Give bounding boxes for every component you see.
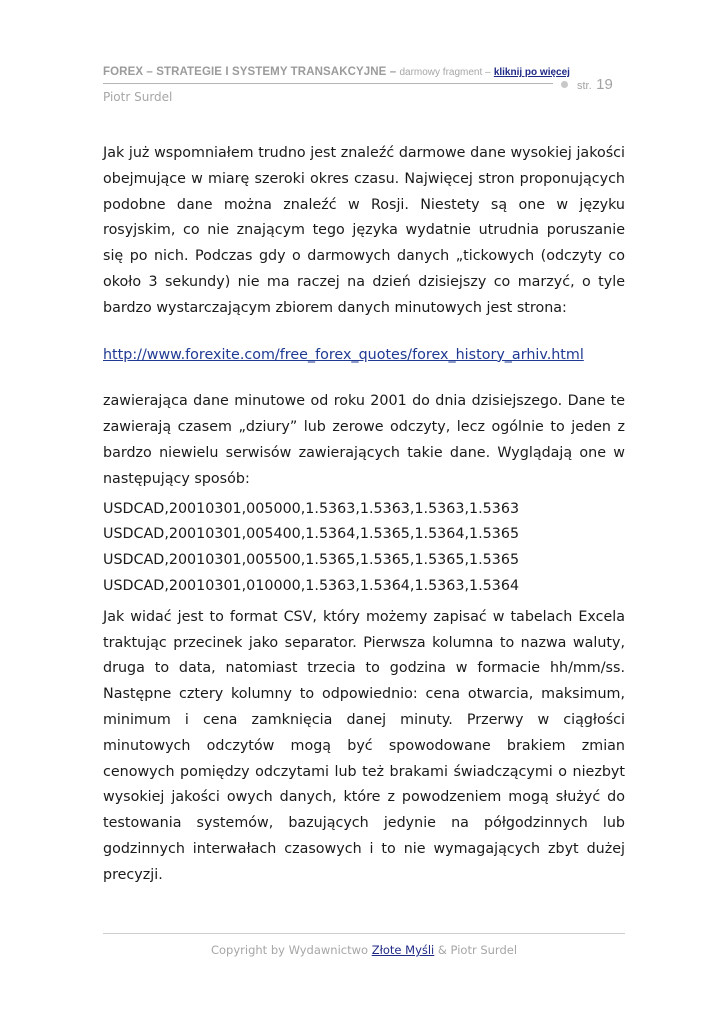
page-number-value: 19 xyxy=(596,76,613,93)
footer-divider xyxy=(103,933,625,934)
page-footer xyxy=(103,943,625,957)
paragraph-description: zawierająca dane minutowe od roku 2001 do dnia dzisiejszego. Dane te zawierają czasem „dziury” lub zerowe odczyty, lecz ogólnie to jeden z bardzo niewielu serwisów zawierających takie dane. Wyglądają one w następujący sposób: xyxy=(103,393,625,487)
paragraph-intro: Jak już wspomniałem trudno jest znaleźć darmowe dane wysokiej jakości obejmujące w miarę szeroki okres czasu. Najwięcej stron proponujących podobne dane można znaleźć w Rosji. Niestety są one w języku rosyjskim, co nie znającym tego języka wydatnie utrudnia poruszanie się po nich. Podczas gdy o darmowych danych „tickowych (odczyty co około 3 sekundy) nie ma raczej na dzień dzisiejszy co marzyć, o tyle bardzo wystarczającym zbiorem danych minutowych jest strona: xyxy=(103,145,625,316)
book-title: FOREX – STRATEGIE I SYSTEMY TRANSAKCYJNE – xyxy=(103,66,397,78)
page-header xyxy=(103,64,625,104)
csv-row: USDCAD,20010301,005500,1.5365,1.5365,1.5365,1.5365 xyxy=(103,552,520,569)
url-paragraph xyxy=(103,343,625,369)
author-name: Piotr Surdel xyxy=(103,90,173,104)
csv-row: USDCAD,20010301,005400,1.5364,1.5365,1.5364,1.5365 xyxy=(103,526,520,543)
page-number xyxy=(577,76,613,94)
csv-row: USDCAD,20010301,005000,1.5363,1.5363,1.5363,1.5363 xyxy=(103,500,520,517)
bullet-icon xyxy=(561,81,568,88)
fragment-note: darmowy fragment – xyxy=(399,67,491,78)
header-divider xyxy=(103,83,553,84)
header-title-line xyxy=(103,64,625,80)
page-body xyxy=(103,141,625,889)
page-label: str. xyxy=(577,80,592,92)
publisher-link[interactable]: Złote Myśli xyxy=(371,943,435,957)
csv-row: USDCAD,20010301,010000,1.5363,1.5364,1.5363,1.5364 xyxy=(103,577,520,594)
csv-sample xyxy=(103,497,625,600)
copyright-suffix: & Piotr Surdel xyxy=(437,943,518,957)
paragraph-format-explanation: Jak widać jest to format CSV, który możemy zapisać w tabelach Excela traktując przecinek jako separator. Pierwsza kolumna to nazwa waluty, druga to data, natomiast trzecia to godzina w formacie hh/mm/ss. Następne cztery kolumny to odpowiednio: cena otwarcia, maksimum, minimum i cena zamknięcia danej minuty. Przerwy w ciągłości minutowych odczytów mogą być spowodowane brakiem zmian cenowych pomiędzy odczytami lub też brakami świadczącymi o niezbyt wysokiej jakości owych danych, które z powodzeniem mogą służyć do testowania systemów, bazujących jedynie na półgodzinnych lub godzinnych interwałach czasowych i to nie wymagających zbyt dużej precyzji. xyxy=(103,608,625,883)
forexite-link[interactable]: http://www.forexite.com/free_forex_quotes/forex_history_arhiv.html xyxy=(103,346,584,363)
more-link[interactable]: kliknij po więcej xyxy=(493,67,570,78)
copyright-prefix: Copyright by Wydawnictwo xyxy=(210,943,369,957)
